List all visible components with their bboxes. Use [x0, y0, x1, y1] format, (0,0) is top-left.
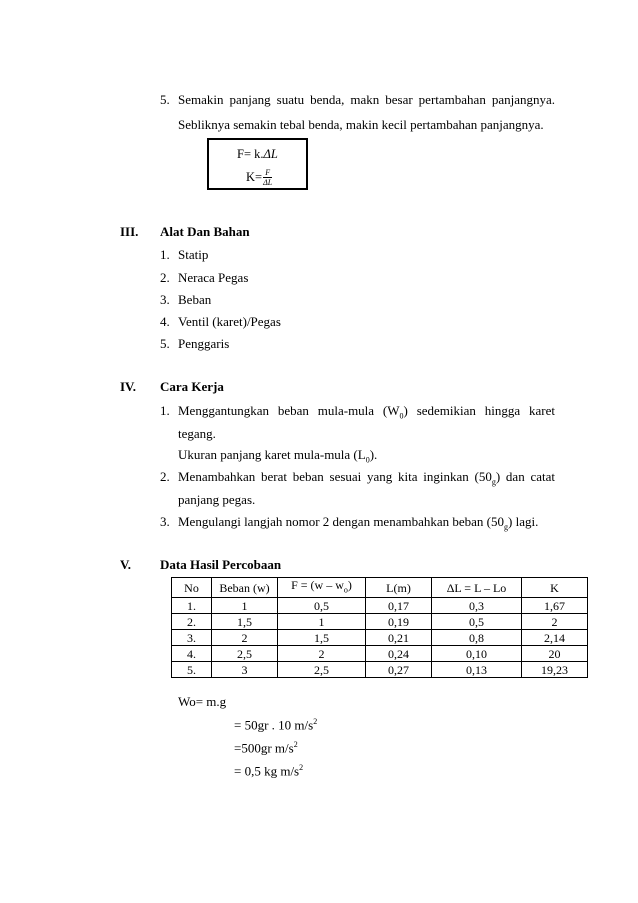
table-cell: 19,23 — [522, 662, 588, 678]
table-cell: 2 — [212, 630, 278, 646]
formula-force-prefix: F= k. — [237, 147, 264, 161]
formula-force — [237, 147, 278, 162]
table-row — [172, 598, 588, 614]
table-cell: 1,67 — [522, 598, 588, 614]
table-cell: 0,3 — [432, 598, 522, 614]
table-cell: 2 — [278, 646, 366, 662]
section3-numeral: III. — [120, 224, 139, 239]
section3-item-text: Beban — [178, 292, 212, 307]
formula-fraction — [263, 168, 272, 187]
section3-item-text: Neraca Pegas — [178, 270, 249, 285]
calc-line4: = 0,5 kg $m/s^2$ — [234, 763, 304, 779]
section3-item-number: 2. — [160, 270, 170, 285]
table-row — [172, 662, 588, 678]
calc-line1: Wo= m.g — [178, 694, 227, 709]
table-cell: 0,27 — [366, 662, 432, 678]
table-cell: 3. — [172, 630, 212, 646]
section5-title: Data Hasil Percobaan — [160, 557, 282, 572]
table-cell: 2,14 — [522, 630, 588, 646]
item5-line2: Sebliknya semakin tebal benda, makin kecil pertambahan panjangnya. — [178, 117, 544, 132]
table-cell: 2. — [172, 614, 212, 630]
table-cell: 3 — [212, 662, 278, 678]
table-cell: 1,5 — [212, 614, 278, 630]
table-cell: 4. — [172, 646, 212, 662]
formula-constant-prefix: K= — [246, 170, 263, 184]
step3-number: 3. — [160, 514, 170, 529]
table-cell: 2 — [522, 614, 588, 630]
section5-numeral: V. — [120, 557, 131, 572]
step2-line2: panjang pegas. — [178, 492, 256, 507]
table-cell: 1,5 — [278, 630, 366, 646]
formula-fraction-denominator: ΔL — [263, 178, 273, 187]
section3-item-text: Penggaris — [178, 336, 230, 351]
section4-numeral: IV. — [120, 379, 137, 394]
header-k: K — [522, 578, 588, 598]
data-table — [171, 577, 588, 678]
table-row — [172, 614, 588, 630]
header-no: No — [172, 578, 212, 598]
item5-number: 5. — [160, 92, 170, 107]
step3-line1: Mengulangi langjah nomor 2 dengan menambahkan beban $(50_g)$ lagi. — [178, 514, 539, 532]
section3-item-number: 4. — [160, 314, 170, 329]
table-row — [172, 630, 588, 646]
header-force: $F = (w - w_o)$ — [278, 578, 366, 598]
table-cell: 0,5 — [278, 598, 366, 614]
table-cell: 0,24 — [366, 646, 432, 662]
table-cell: 20 — [522, 646, 588, 662]
table-cell: 0,21 — [366, 630, 432, 646]
section3-item-text: Statip — [178, 247, 209, 262]
section3-item-number: 1. — [160, 247, 170, 262]
header-beban: Beban (w) — [212, 578, 278, 598]
table-cell: 0,13 — [432, 662, 522, 678]
step1-line3: Ukuran panjang karet mula-mula $(L_0)$. — [178, 447, 378, 465]
step1-number: 1. — [160, 403, 170, 418]
table-cell: 2,5 — [212, 646, 278, 662]
section3-title: Alat Dan Bahan — [160, 224, 250, 239]
table-cell: 0,17 — [366, 598, 432, 614]
calc-line2: = 50gr . 10 $m/s^2$ — [234, 717, 318, 733]
table-header-row — [172, 578, 588, 598]
step1-line1: Menggantungkan beban mula-mula $(W_0)$ sedemikian hingga karet — [178, 403, 555, 421]
formula-force-var: ΔL — [263, 147, 278, 161]
step2-number: 2. — [160, 469, 170, 484]
step2-line1: Menambahkan berat beban sesuai yang kita inginkan $(50_g)$ dan catat — [178, 469, 555, 487]
item5-line1: Semakin panjang suatu benda, makn besar pertambahan panjangnya. — [178, 92, 555, 107]
table-cell: 0,10 — [432, 646, 522, 662]
calc-line3: =500gr $m/s^2$ — [234, 740, 298, 756]
section3-item-number: 3. — [160, 292, 170, 307]
table-cell: 0,19 — [366, 614, 432, 630]
table-cell: 1 — [278, 614, 366, 630]
formula-fraction-numerator: F — [265, 168, 271, 177]
section4-title: Cara Kerja — [160, 379, 224, 394]
table-cell: 1. — [172, 598, 212, 614]
section3-item-number: 5. — [160, 336, 170, 351]
table-cell: 5. — [172, 662, 212, 678]
section3-item-text: Ventil (karet)/Pegas — [178, 314, 281, 329]
header-length: L(m) — [366, 578, 432, 598]
table-row — [172, 646, 588, 662]
table-cell: 0,8 — [432, 630, 522, 646]
table-cell: 2,5 — [278, 662, 366, 678]
header-delta-length: ΔL = L – Lo — [432, 578, 522, 598]
formula-box — [207, 138, 308, 190]
formula-constant — [246, 168, 272, 187]
table-cell: 0,5 — [432, 614, 522, 630]
table-cell: 1 — [212, 598, 278, 614]
step1-line2: tegang. — [178, 426, 216, 441]
